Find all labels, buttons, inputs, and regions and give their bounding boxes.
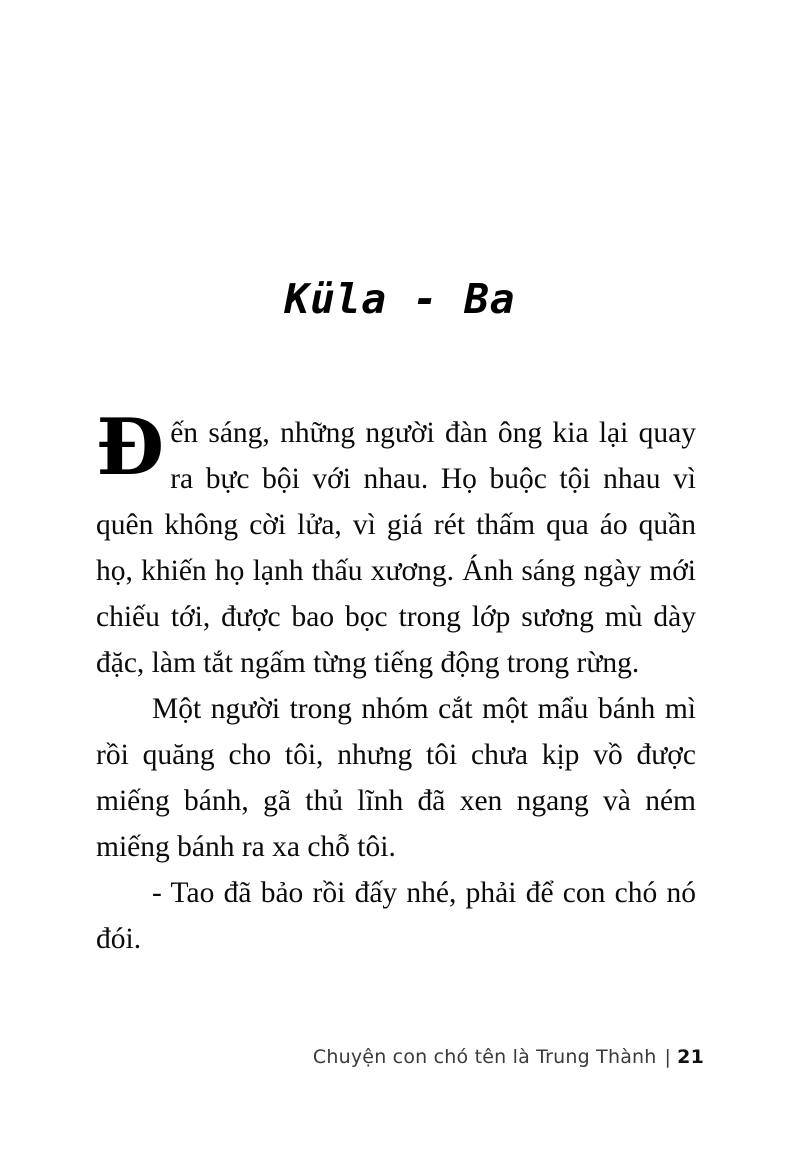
footer-separator: |: [664, 1046, 672, 1068]
page-number: 21: [677, 1046, 704, 1068]
drop-cap: Đ: [96, 402, 165, 493]
paragraph-2: Một người trong nhóm cắt một mẩu bánh mì rồi quăng cho tôi, nhưng tôi chưa kịp vồ được miếng bánh, gã thủ lĩnh đã xen ngang và ném miếng bánh ra xa chỗ tôi.: [96, 693, 696, 863]
paragraph-3: - Tao đã bảo rồi đấy nhé, phải để con chó nó đói.: [96, 877, 696, 955]
page-footer: [0, 1046, 704, 1068]
body-text: [96, 402, 696, 962]
chapter-title: Küla - Ba: [284, 275, 516, 324]
paragraph-1: [96, 402, 696, 686]
running-title: Chuyện con chó tên là Trung Thành: [312, 1046, 657, 1068]
paragraph-1-text: ến sáng, những người đàn ông kia lại quay ra bực bội với nhau. Họ buộc tội nhau vì quên không cời lửa, vì giá rét thấm qua áo quần họ, khiến họ lạnh thấu xương. Ánh sáng ngày mới chiếu tới, được bao bọc trong lớp sương mù dày đặc, làm tắt ngấm từng tiếng động trong rừng.: [96, 417, 696, 679]
